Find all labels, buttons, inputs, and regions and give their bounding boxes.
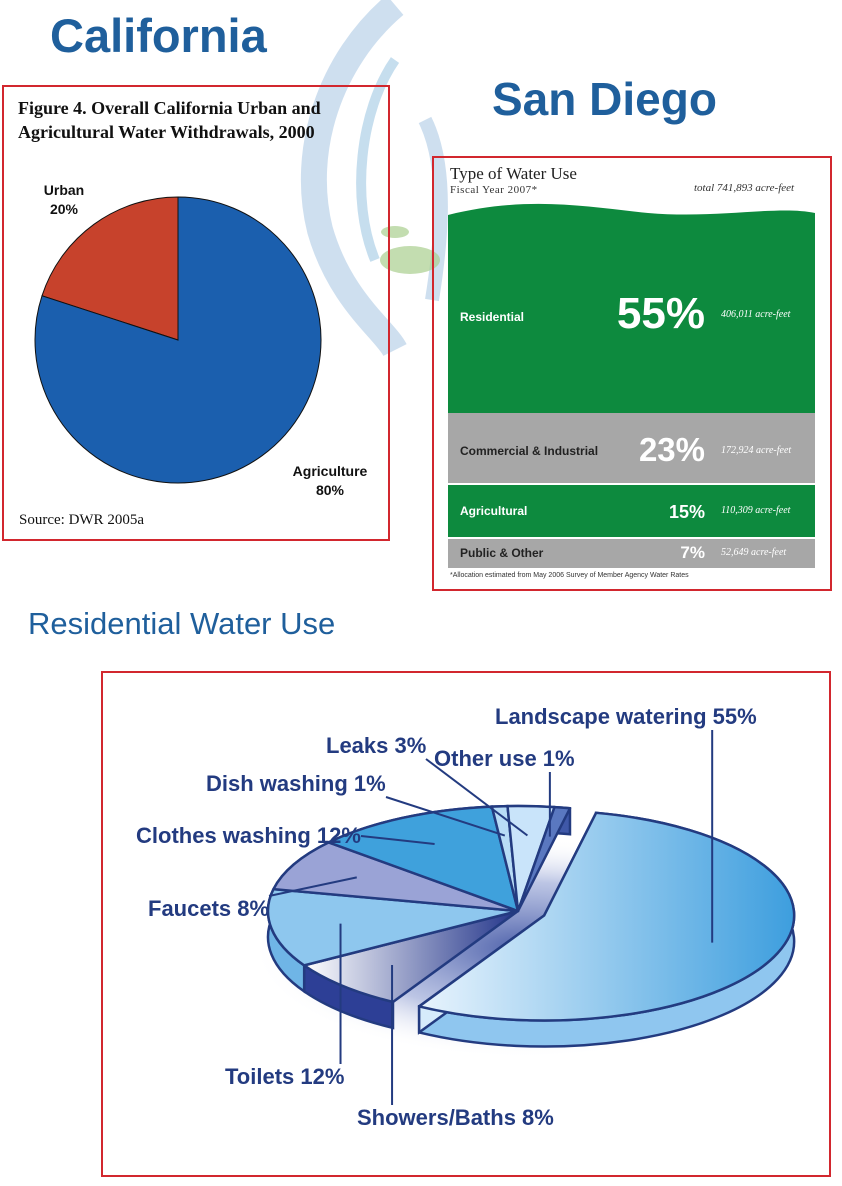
label-leaks: Leaks 3% (326, 733, 427, 758)
residential-water-use-title: Residential Water Use (28, 606, 336, 641)
band-public-pct: 7% (680, 543, 705, 562)
band-agricultural (448, 485, 815, 537)
label-dish-washing: Dish washing 1% (206, 771, 386, 796)
band-residential-acre-feet: 406,011 acre-feet (721, 309, 791, 320)
label-clothes-washing: Clothes washing 12% (136, 823, 361, 848)
california-title: California (50, 9, 267, 62)
band-residential-name: Residential (460, 310, 525, 324)
band-public (448, 539, 815, 568)
band-commercial-acre-feet: 172,924 acre-feet (721, 445, 792, 456)
band-agricultural-name: Agricultural (460, 504, 528, 518)
agriculture-label-name: Agriculture (292, 463, 368, 479)
label-faucets: Faucets 8% (148, 896, 270, 921)
band-agricultural-acre-feet: 110,309 acre-feet (721, 505, 791, 516)
band-residential-pct: 55% (616, 289, 705, 338)
band-public-name: Public & Other (460, 546, 544, 560)
label-landscape-watering: Landscape watering 55% (495, 704, 757, 729)
water-use-type-title: Type of Water Use (450, 164, 577, 183)
water-use-type-subtitle: Fiscal Year 2007* (450, 184, 538, 196)
california-source: Source: DWR 2005a (19, 512, 144, 528)
urban-label (30, 181, 98, 219)
band-public-acre-feet: 52,649 acre-feet (721, 547, 787, 558)
band-residential (448, 215, 815, 411)
label-toilets: Toilets 12% (225, 1064, 345, 1089)
san-diego-title: San Diego (492, 73, 717, 125)
urban-label-pct: 20% (49, 201, 79, 217)
water-use-footnote: *Allocation estimated from May 2006 Survey of Member Agency Water Rates (450, 572, 689, 579)
band-agricultural-pct: 15% (668, 502, 705, 522)
band-commercial (448, 413, 815, 483)
label-other-use: Other use 1% (434, 746, 575, 771)
agriculture-label-pct: 80% (315, 482, 345, 498)
urban-label-name: Urban (43, 182, 85, 198)
california-figure-title: Figure 4. Overall California Urban and Agricultural Water Withdrawals, 2000 (18, 98, 321, 142)
label-showers-baths: Showers/Baths 8% (357, 1105, 554, 1130)
band-commercial-pct: 23% (638, 431, 705, 468)
band-commercial-name: Commercial & Industrial (460, 444, 599, 458)
total-acre-feet: total 741,893 acre-feet (694, 182, 795, 194)
california-pie-chart (30, 190, 330, 490)
agriculture-label (281, 462, 379, 500)
